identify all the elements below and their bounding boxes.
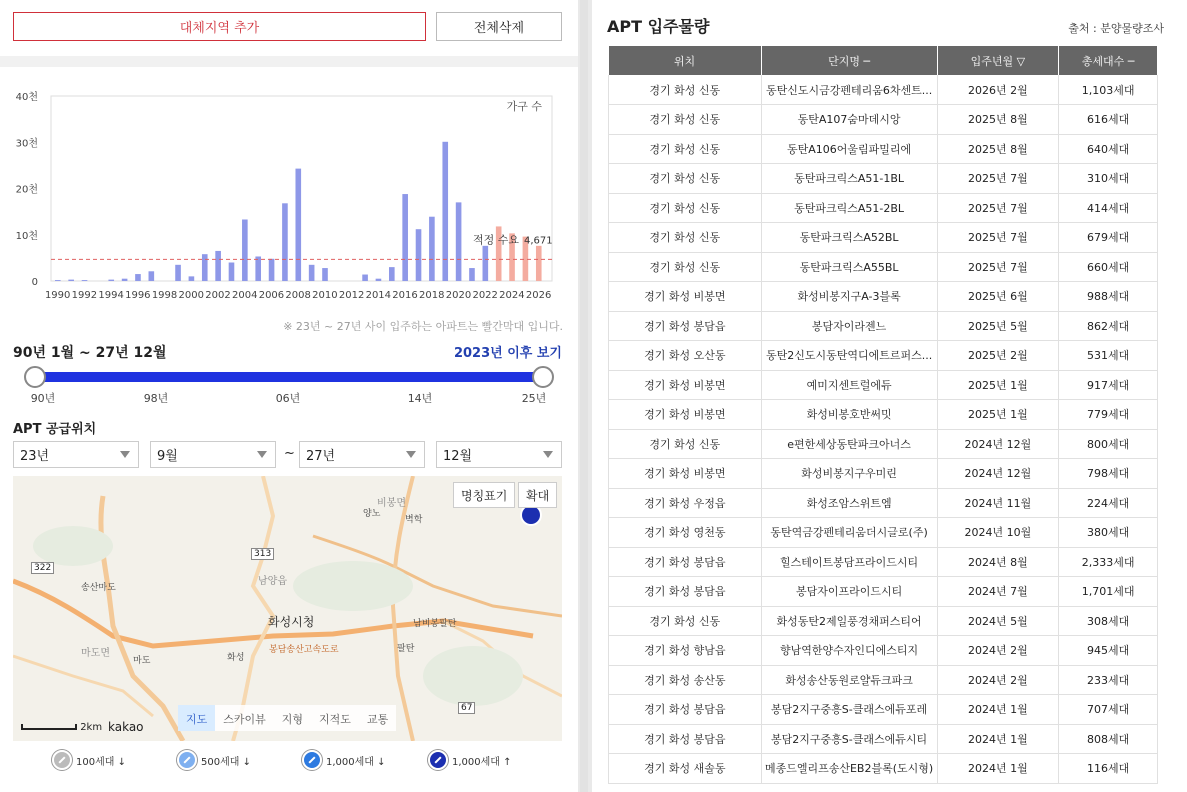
supply-chart-svg: [0, 84, 578, 314]
cell-total-households: 640세대: [1059, 134, 1158, 164]
x-tick-label: 2016: [392, 290, 418, 301]
cell-location: 경기 화성 영천동: [609, 518, 762, 548]
cell-move-in-date: 2024년 7월: [937, 577, 1059, 607]
bar: [483, 246, 489, 281]
map-label-byeokhak: 벽학: [405, 515, 423, 525]
table-row[interactable]: [609, 547, 1158, 577]
cell-complex-name: 봉담2지구중흥S-클래스에듀포레: [761, 695, 937, 725]
legend-item: [302, 750, 386, 770]
bar: [295, 169, 301, 281]
cell-total-households: 116세대: [1059, 754, 1158, 784]
cell-move-in-date: 2024년 1월: [937, 724, 1059, 754]
bar: [469, 268, 475, 281]
bar: [122, 279, 128, 281]
kakao-logo: kakao: [108, 720, 144, 734]
x-tick-label: 2020: [445, 290, 472, 301]
legend-label: 100세대 ↓: [76, 756, 126, 768]
bar: [175, 265, 181, 281]
cell-location: 경기 화성 신동: [609, 164, 762, 194]
x-tick-label: 2002: [205, 290, 231, 301]
cell-move-in-date: 2024년 10월: [937, 518, 1059, 548]
bar: [82, 280, 88, 281]
chart-note: ※ 23년 ~ 27년 사이 입주하는 아파트는 빨간막대 입니다.: [283, 320, 563, 333]
table-row[interactable]: [609, 193, 1158, 223]
bar: [442, 142, 448, 281]
table-row[interactable]: [609, 606, 1158, 636]
view-after-2023-link[interactable]: 2023년 이후 보기: [453, 346, 562, 361]
y-tick-label: 30천: [15, 138, 38, 150]
range-tick: 06년: [275, 392, 301, 405]
cell-total-households: 808세대: [1059, 724, 1158, 754]
x-tick-label: 1990: [44, 290, 71, 301]
cell-location: 경기 화성 신동: [609, 252, 762, 282]
cell-move-in-date: 2024년 11월: [937, 488, 1059, 518]
x-tick-label: 2026: [525, 290, 552, 301]
chevron-down-icon: [120, 451, 130, 458]
pin-icon: [52, 750, 72, 770]
cell-location: 경기 화성 비봉면: [609, 282, 762, 312]
cell-location: 경기 화성 우정읍: [609, 488, 762, 518]
x-tick-label: 2000: [178, 290, 204, 301]
bar: [282, 203, 288, 281]
table-row[interactable]: [609, 695, 1158, 725]
bar: [362, 275, 368, 281]
cell-total-households: 917세대: [1059, 370, 1158, 400]
cell-total-households: 1,701세대: [1059, 577, 1158, 607]
map-view[interactable]: [13, 476, 562, 741]
apt-source: 출처 : 분양물량조사: [1068, 22, 1164, 35]
left-panel: [0, 0, 578, 792]
cell-move-in-date: 2025년 1월: [937, 370, 1059, 400]
x-tick-label: 2022: [472, 290, 498, 301]
table-row[interactable]: [609, 488, 1158, 518]
apt-title: APT 입주물량: [607, 17, 710, 36]
map-type-map[interactable]: 지도: [178, 705, 215, 731]
cell-complex-name: 화성동탄2제일풍경채퍼스티어: [761, 606, 937, 636]
cell-location: 경기 화성 봉담읍: [609, 724, 762, 754]
table-row[interactable]: [609, 75, 1158, 105]
cell-location: 경기 화성 비봉면: [609, 370, 762, 400]
cell-location: 경기 화성 신동: [609, 75, 762, 105]
apt-table: [608, 46, 1158, 784]
cell-complex-name: 동탄역금강펜테리움더시글로(주): [761, 518, 937, 548]
name-toggle-button[interactable]: 명칭표기: [453, 482, 515, 508]
chevron-down-icon: [543, 451, 553, 458]
map-roads: [13, 476, 562, 741]
map-type-skyview[interactable]: 스카이뷰: [223, 713, 266, 726]
x-tick-label: 2010: [312, 290, 338, 301]
cell-total-households: 679세대: [1059, 223, 1158, 253]
cell-complex-name: 동탄신도시금강펜테리움6차센트...: [761, 75, 937, 105]
cell-total-households: 233세대: [1059, 665, 1158, 695]
table-row[interactable]: [609, 518, 1158, 548]
cell-move-in-date: 2025년 5월: [937, 311, 1059, 341]
map-scale: [21, 722, 102, 733]
cell-location: 경기 화성 송산동: [609, 665, 762, 695]
cell-location: 경기 화성 신동: [609, 429, 762, 459]
map-type-terrain[interactable]: 지형: [281, 713, 304, 726]
cell-complex-name: 힐스테이트봉담프라이드시티: [761, 547, 937, 577]
cell-complex-name: 메종드엘리프송산EB2블록(도시형): [761, 754, 937, 784]
bar: [255, 256, 261, 281]
bar: [215, 251, 221, 281]
table-row[interactable]: [609, 665, 1158, 695]
add-region-button[interactable]: 대체지역 추가: [13, 12, 426, 41]
x-tick-label: 2014: [365, 290, 392, 301]
cell-complex-name: 화성비봉호반써밋: [761, 400, 937, 430]
cell-complex-name: 화성비봉지구A-3블록: [761, 282, 937, 312]
cell-move-in-date: 2025년 1월: [937, 400, 1059, 430]
map-label-songsan: 송산마도: [81, 583, 116, 593]
cell-move-in-date: 2024년 2월: [937, 665, 1059, 695]
cell-location: 경기 화성 신동: [609, 134, 762, 164]
bar: [376, 279, 382, 281]
range-slider-end-handle[interactable]: [532, 366, 554, 388]
x-tick-label: 2006: [258, 290, 285, 301]
cell-move-in-date: 2025년 6월: [937, 282, 1059, 312]
map-label-highway: 봉담송산고속도로: [269, 645, 339, 655]
map-route-313: 313: [251, 548, 274, 560]
cell-location: 경기 화성 비봉면: [609, 400, 762, 430]
table-row[interactable]: [609, 754, 1158, 784]
y-tick-label: 20천: [15, 184, 38, 196]
pin-icon: [177, 750, 197, 770]
bar: [202, 254, 208, 281]
map-label-nambibong: 남비봉팔탄: [413, 619, 457, 629]
cell-location: 경기 화성 비봉면: [609, 459, 762, 489]
cell-total-households: 1,103세대: [1059, 75, 1158, 105]
y-axis-label: 가구 수: [506, 100, 542, 113]
map-route-322: 322: [31, 562, 54, 574]
legend-item: [52, 750, 126, 770]
cell-complex-name: e편한세상동탄파크아너스: [761, 429, 937, 459]
bar: [229, 263, 235, 282]
bar: [108, 280, 114, 281]
col-complex-name[interactable]: 단지명 ─: [761, 46, 937, 75]
cell-move-in-date: 2025년 2월: [937, 341, 1059, 371]
bar: [189, 276, 195, 281]
y-tick-label: 10천: [15, 230, 38, 242]
cell-complex-name: 봉담자이라젠느: [761, 311, 937, 341]
bar: [429, 217, 435, 281]
cell-move-in-date: 2025년 7월: [937, 193, 1059, 223]
cell-move-in-date: 2025년 7월: [937, 164, 1059, 194]
x-tick-label: 2008: [285, 290, 311, 301]
cell-move-in-date: 2024년 8월: [937, 547, 1059, 577]
cell-complex-name: 봉담자이프라이드시티: [761, 577, 937, 607]
to-month-value: 12월: [443, 449, 473, 464]
cell-location: 경기 화성 향남읍: [609, 636, 762, 666]
map-type-traffic[interactable]: 교통: [366, 713, 389, 726]
bar: [322, 268, 328, 281]
pin-icon: [302, 750, 322, 770]
table-row[interactable]: [609, 400, 1158, 430]
cell-complex-name: 향남역한양수자인디에스티지: [761, 636, 937, 666]
cell-complex-name: 동탄파크릭스A55BL: [761, 252, 937, 282]
bar: [389, 267, 395, 281]
map-route-67: 67: [458, 702, 475, 714]
to-year-select[interactable]: [299, 441, 425, 468]
map-label-yangno: 양노: [363, 509, 381, 519]
cell-complex-name: 예미지센트럴에듀: [761, 370, 937, 400]
to-year-value: 27년: [306, 449, 336, 464]
cell-total-households: 660세대: [1059, 252, 1158, 282]
bar: [416, 229, 422, 281]
cell-location: 경기 화성 봉담읍: [609, 311, 762, 341]
from-year-value: 23년: [20, 449, 50, 464]
x-tick-label: 1992: [71, 290, 98, 301]
cell-move-in-date: 2024년 12월: [937, 459, 1059, 489]
cell-total-households: 707세대: [1059, 695, 1158, 725]
map-type-switcher: [178, 705, 396, 731]
legend-label: 500세대 ↓: [201, 756, 251, 768]
cell-complex-name: 동탄A107숨마데시앙: [761, 105, 937, 135]
range-tick: 14년: [407, 392, 433, 405]
legend-label: 1,000세대 ↑: [452, 756, 512, 768]
bar: [309, 265, 315, 281]
cell-total-households: 779세대: [1059, 400, 1158, 430]
map-label-hwaseong: 화성: [227, 653, 245, 663]
scale-bar: [21, 724, 77, 730]
cell-total-households: 224세대: [1059, 488, 1158, 518]
cell-total-households: 616세대: [1059, 105, 1158, 135]
legend-item: [428, 750, 512, 770]
cell-move-in-date: 2025년 7월: [937, 252, 1059, 282]
map-type-cadastral[interactable]: 지적도: [319, 713, 351, 726]
col-total-households[interactable]: 총세대수 ─: [1059, 46, 1158, 75]
map-label-bibong: 비봉면: [377, 498, 406, 509]
plot-area: [51, 96, 552, 281]
range-tick: 25년: [521, 392, 547, 405]
bar: [55, 280, 61, 281]
cell-move-in-date: 2024년 1월: [937, 695, 1059, 725]
table-row[interactable]: [609, 311, 1158, 341]
cell-location: 경기 화성 신동: [609, 105, 762, 135]
table-row[interactable]: [609, 134, 1158, 164]
reference-line-value: 4,671: [524, 235, 553, 247]
cell-location: 경기 화성 신동: [609, 606, 762, 636]
range-tilde: ~: [284, 446, 295, 461]
section-divider: [0, 56, 578, 67]
chevron-down-icon: [257, 451, 267, 458]
col-move-in-date[interactable]: 입주년월 ▽: [937, 46, 1059, 75]
cell-move-in-date: 2024년 12월: [937, 429, 1059, 459]
cell-complex-name: 동탄A106어울림파밀리에: [761, 134, 937, 164]
to-month-select[interactable]: [436, 441, 562, 468]
cell-location: 경기 화성 신동: [609, 193, 762, 223]
table-header-row: [609, 46, 1158, 75]
x-tick-label: 2004: [231, 290, 258, 301]
cell-complex-name: 화성비봉지구우미린: [761, 459, 937, 489]
cell-move-in-date: 2024년 1월: [937, 754, 1059, 784]
cell-location: 경기 화성 봉담읍: [609, 547, 762, 577]
from-month-value: 9월: [157, 449, 178, 464]
cell-move-in-date: 2024년 2월: [937, 636, 1059, 666]
cell-location: 경기 화성 신동: [609, 223, 762, 253]
reference-line-label: 적정 수요: [473, 233, 520, 247]
range-slider-track[interactable]: [35, 372, 543, 382]
map-label-mado: 마도: [133, 656, 151, 666]
cell-move-in-date: 2024년 5월: [937, 606, 1059, 636]
bar: [135, 274, 141, 281]
delete-all-button[interactable]: 전체삭제: [436, 12, 562, 41]
cell-location: 경기 화성 오산동: [609, 341, 762, 371]
cell-complex-name: 동탄파크릭스A51-2BL: [761, 193, 937, 223]
supply-location-title: APT 공급위치: [13, 422, 97, 437]
map-label-city-hall: 화성시청: [268, 615, 315, 629]
supply-chart: [0, 84, 578, 314]
apt-table-viewport: [592, 0, 1187, 786]
zoom-button[interactable]: 확대: [518, 482, 557, 508]
table-row[interactable]: [609, 164, 1158, 194]
apt-panel: [592, 0, 1187, 792]
cell-total-households: 308세대: [1059, 606, 1158, 636]
bar: [456, 202, 462, 281]
legend-label: 1,000세대 ↓: [326, 756, 386, 768]
cell-move-in-date: 2025년 8월: [937, 105, 1059, 135]
table-row[interactable]: [609, 341, 1158, 371]
table-row[interactable]: [609, 636, 1158, 666]
cell-complex-name: 화성송산동원로얄듀크파크: [761, 665, 937, 695]
col-location[interactable]: 위치: [609, 46, 762, 75]
bar: [149, 271, 155, 281]
cell-total-households: 310세대: [1059, 164, 1158, 194]
bar: [242, 219, 248, 281]
table-row[interactable]: [609, 724, 1158, 754]
map-label-namyang: 남양읍: [258, 576, 287, 587]
table-row[interactable]: [609, 370, 1158, 400]
from-year-select[interactable]: [13, 441, 139, 468]
x-tick-label: 2012: [338, 290, 365, 301]
apt-table-body: [609, 75, 1158, 783]
cell-complex-name: 화성조암스위트엠: [761, 488, 937, 518]
legend-item: [177, 750, 251, 770]
y-tick-label: 0: [31, 277, 38, 288]
left-scrollbar[interactable]: [580, 0, 588, 792]
cell-location: 경기 화성 봉담읍: [609, 577, 762, 607]
table-row[interactable]: [609, 223, 1158, 253]
table-row[interactable]: [609, 252, 1158, 282]
cell-total-households: 531세대: [1059, 341, 1158, 371]
table-row[interactable]: [609, 459, 1158, 489]
bar: [536, 246, 542, 281]
pin-icon: [428, 750, 448, 770]
table-row[interactable]: [609, 577, 1158, 607]
y-tick-label: 40천: [15, 92, 38, 103]
cell-total-households: 798세대: [1059, 459, 1158, 489]
x-tick-label: 1996: [125, 290, 151, 301]
cell-move-in-date: 2025년 7월: [937, 223, 1059, 253]
range-label: 90년 1월 ~ 27년 12월: [13, 345, 167, 361]
cell-move-in-date: 2026년 2월: [937, 75, 1059, 105]
cell-complex-name: 동탄파크릭스A52BL: [761, 223, 937, 253]
table-row[interactable]: [609, 105, 1158, 135]
cell-complex-name: 동탄파크릭스A51-1BL: [761, 164, 937, 194]
x-tick-label: 1998: [151, 290, 178, 301]
range-slider-start-handle[interactable]: [24, 366, 46, 388]
cell-total-households: 862세대: [1059, 311, 1158, 341]
table-row[interactable]: [609, 282, 1158, 312]
range-tick: 90년: [30, 392, 56, 405]
table-row[interactable]: [609, 429, 1158, 459]
cell-total-households: 380세대: [1059, 518, 1158, 548]
cell-location: 경기 화성 봉담읍: [609, 695, 762, 725]
chevron-down-icon: [406, 451, 416, 458]
cell-total-households: 988세대: [1059, 282, 1158, 312]
cell-total-households: 414세대: [1059, 193, 1158, 223]
x-tick-label: 2024: [499, 290, 525, 301]
map-label-mado-myeon: 마도면: [81, 648, 110, 659]
bar: [402, 194, 408, 281]
cell-move-in-date: 2025년 8월: [937, 134, 1059, 164]
cell-complex-name: 봉담2지구중흥S-클래스에듀시티: [761, 724, 937, 754]
range-tick: 98년: [143, 392, 169, 405]
cell-location: 경기 화성 새솔동: [609, 754, 762, 784]
cell-total-households: 2,333세대: [1059, 547, 1158, 577]
bar: [269, 259, 275, 281]
cell-complex-name: 동탄2신도시동탄역디에트르퍼스...: [761, 341, 937, 371]
map-label-paltan: 팔탄: [397, 644, 415, 654]
x-tick-label: 2018: [419, 290, 445, 301]
cell-total-households: 800세대: [1059, 429, 1158, 459]
scale-text: 2km: [80, 722, 103, 733]
x-tick-label: 1994: [98, 290, 124, 301]
cell-total-households: 945세대: [1059, 636, 1158, 666]
from-month-select[interactable]: [150, 441, 276, 468]
bar: [68, 280, 74, 281]
